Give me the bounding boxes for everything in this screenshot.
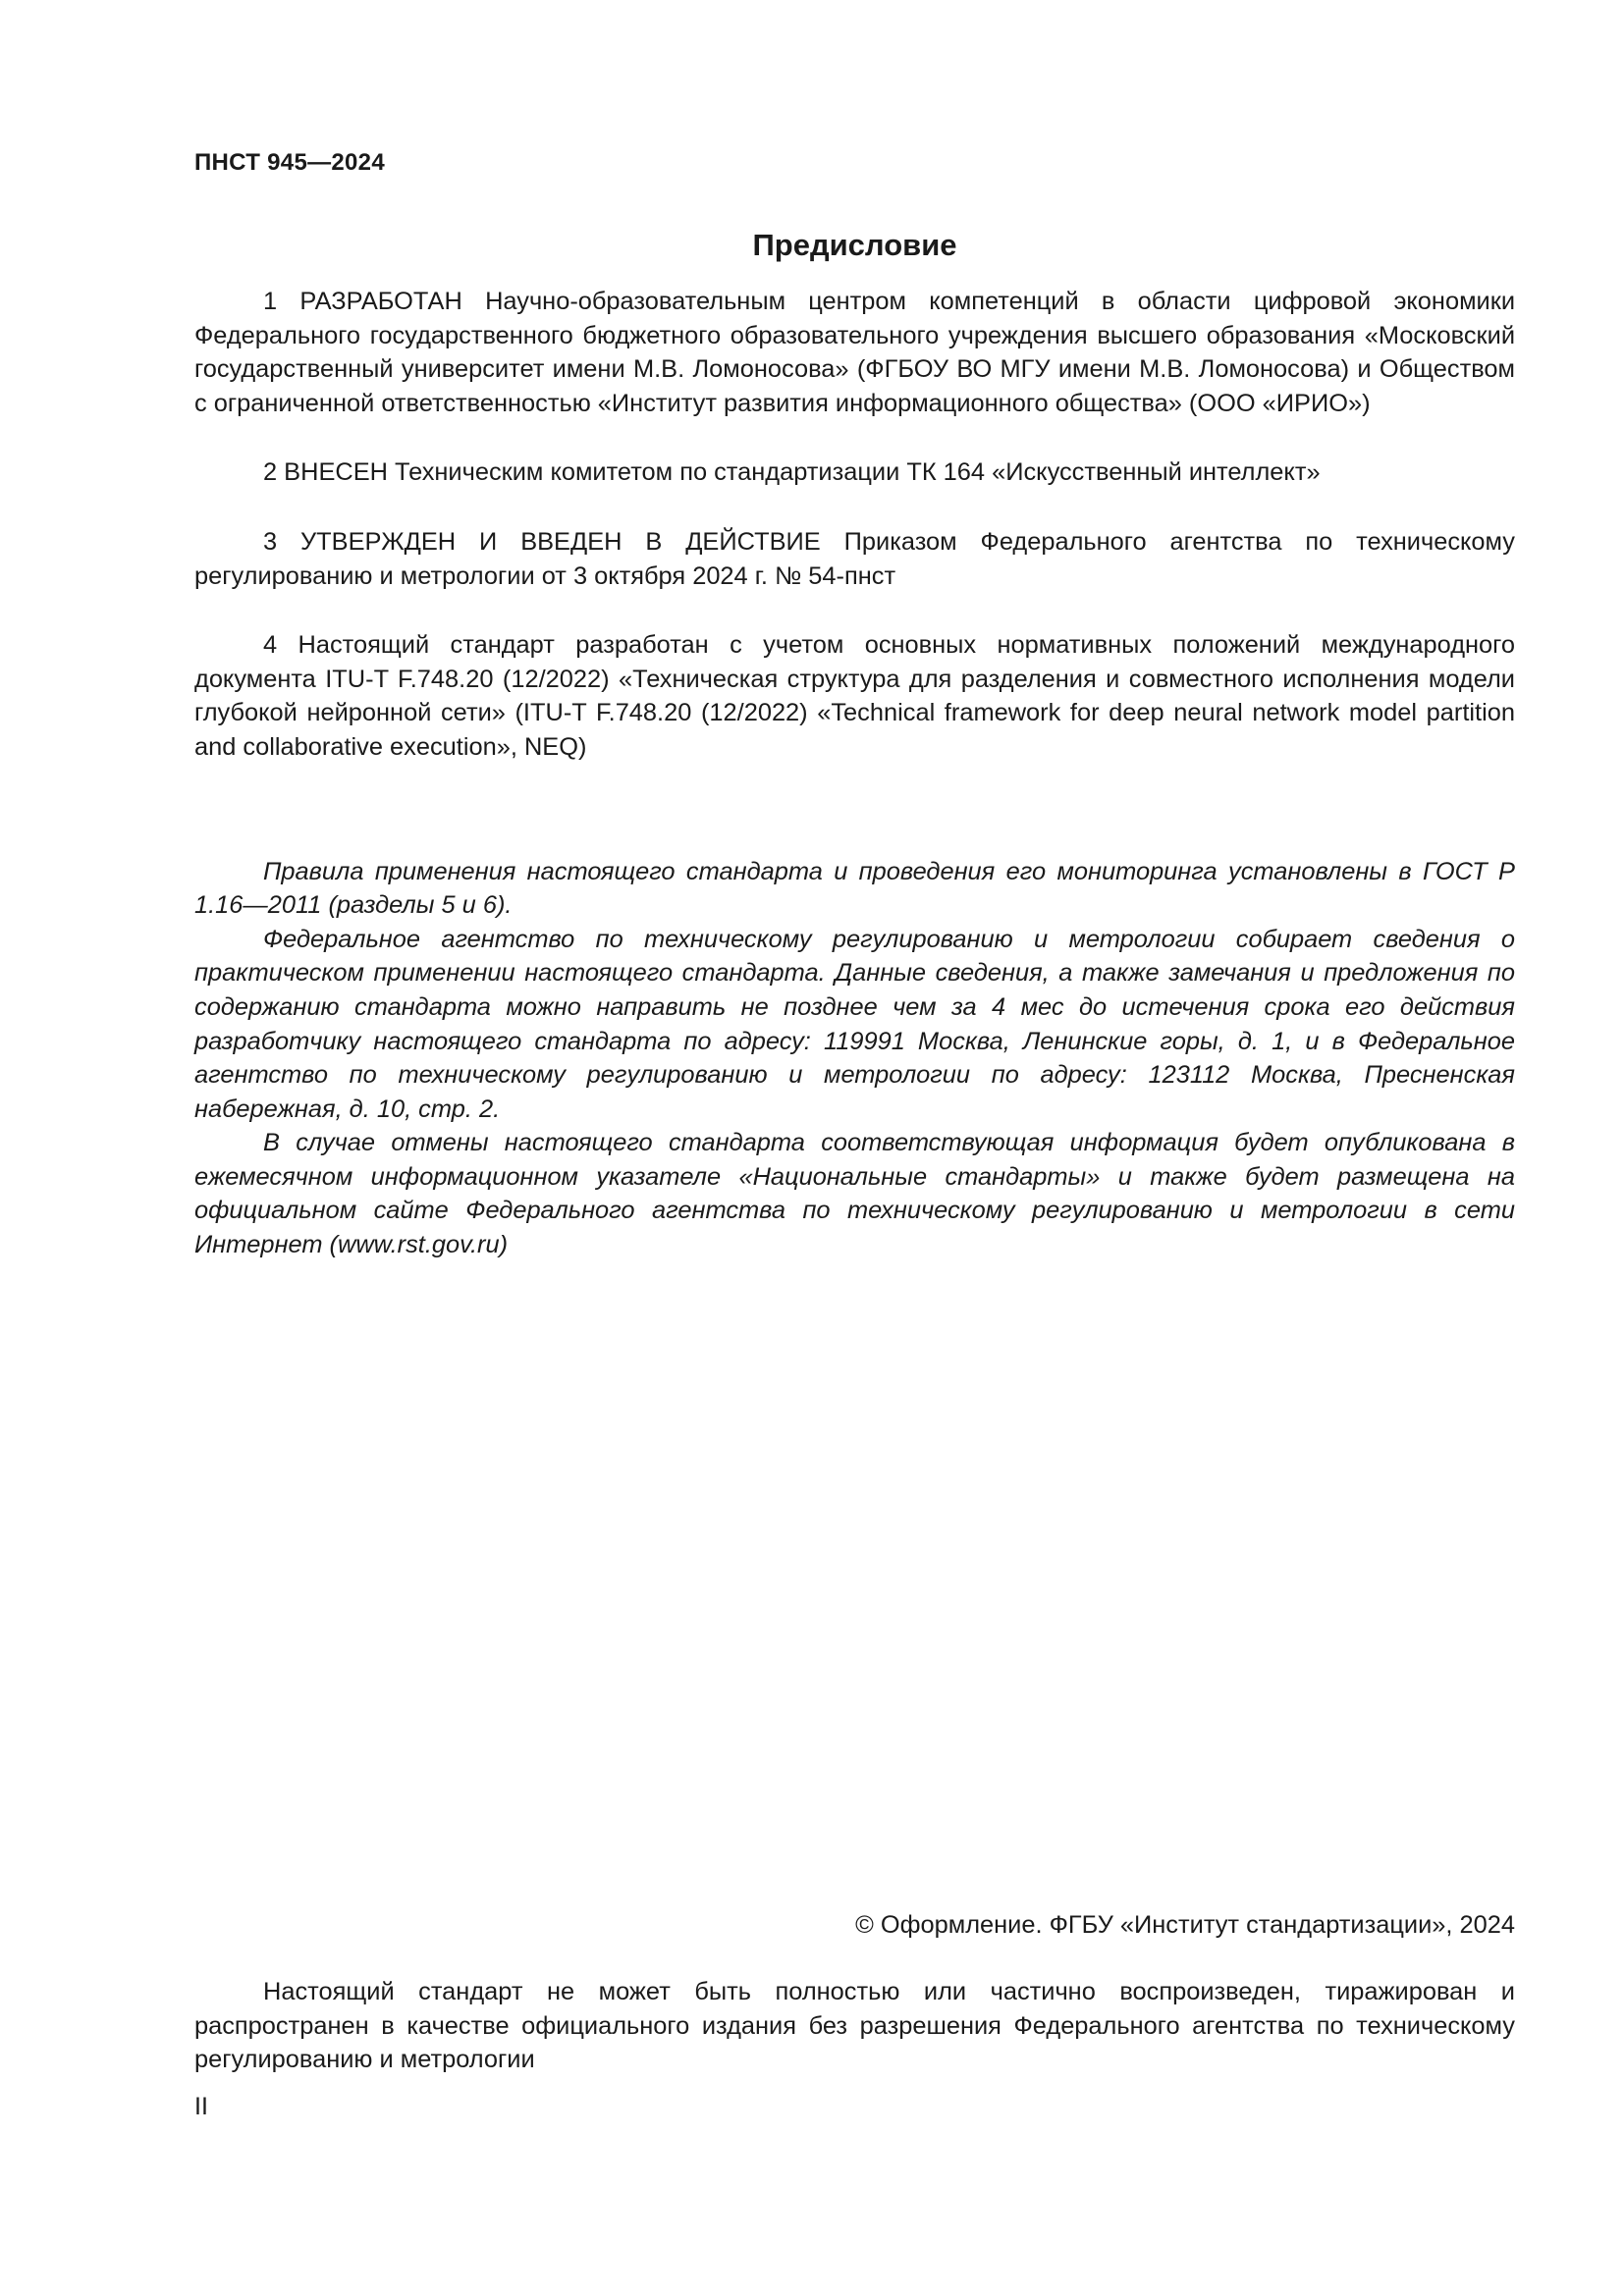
page-title: Предисловие <box>752 228 957 262</box>
foreword-paragraph-1: 1 РАЗРАБОТАН Научно-образовательным центром компетенций в области цифровой экономики Федерального государственного бюджетного образовательного учреждения высшего образования «Московский государственный университет имени М.В. Ломоносова» (ФГБОУ ВО МГУ имени М.В. Ломоносова) и Обществом с ограниченной ответственностью «Институт развития информационного общества» (ООО «ИРИО») <box>194 288 1515 417</box>
notice-cancellation: В случае отмены настоящего стандарта соответствующая информация будет опубликована в ежемесячном информационном указателе «Национальные стандарты» и также будет размещена на официальном сайте Федерального агентства по техническому регулированию и метрологии в сети Интернет (www.rst.gov.ru) <box>194 1129 1515 1259</box>
page-number: II <box>194 2093 208 2120</box>
notice-application-rules: Правила применения настоящего стандарта и проведения его мониторинга установлены в ГОСТ Р 1.16—2011 (разделы 5 и 6). <box>194 857 1515 920</box>
usage-notices <box>194 855 1515 1262</box>
foreword-paragraph-3: 3 УТВЕРЖДЕН И ВВЕДЕН В ДЕЙСТВИЕ Приказом Федерального агентства по техническому регулированию и метрологии от 3 октября 2024 г. № 54-пнст <box>194 527 1515 590</box>
foreword-paragraph-4: 4 Настоящий стандарт разработан с учетом основных нормативных положений международного документа ITU-T F.748.20 (12/2022) «Техническая структура для разделения и совместного исполнения модели глубокой нейронной сети» (ITU-T F.748.20 (12/2022) «Technical framework for deep neural network model partition and collaborative execution», NEQ) <box>194 631 1515 761</box>
notice-feedback: Федеральное агентство по техническому регулированию и метрологии собирает сведения о практическом применении настоящего стандарта. Данные сведения, а также замечания и предложения по содержанию стандарта можно направить не позднее чем за 4 мес до истечения срока его действия разработчику настоящего стандарта по адресу: 119991 Москва, Ленинские горы, д. 1, и в Федеральное агентство по техническому регулированию и метрологии по адресу: 123112 Москва, Пресненская набережная, д. 10, стр. 2. <box>194 925 1515 1123</box>
main-content <box>194 222 1515 1262</box>
foreword-paragraph-2: 2 ВНЕСЕН Техническим комитетом по стандартизации ТК 164 «Искусственный интеллект» <box>263 458 1321 487</box>
document-code: ПНСТ 945—2024 <box>194 149 385 176</box>
copyright-line: © Оформление. ФГБУ «Институт стандартизации», 2024 <box>855 1911 1515 1939</box>
reproduction-disclaimer: Настоящий стандарт не может быть полностью или частично воспроизведен, тиражирован и распространен в качестве официального издания без разрешения Федерального агентства по техническому регулированию и метрологии <box>194 1978 1515 2074</box>
